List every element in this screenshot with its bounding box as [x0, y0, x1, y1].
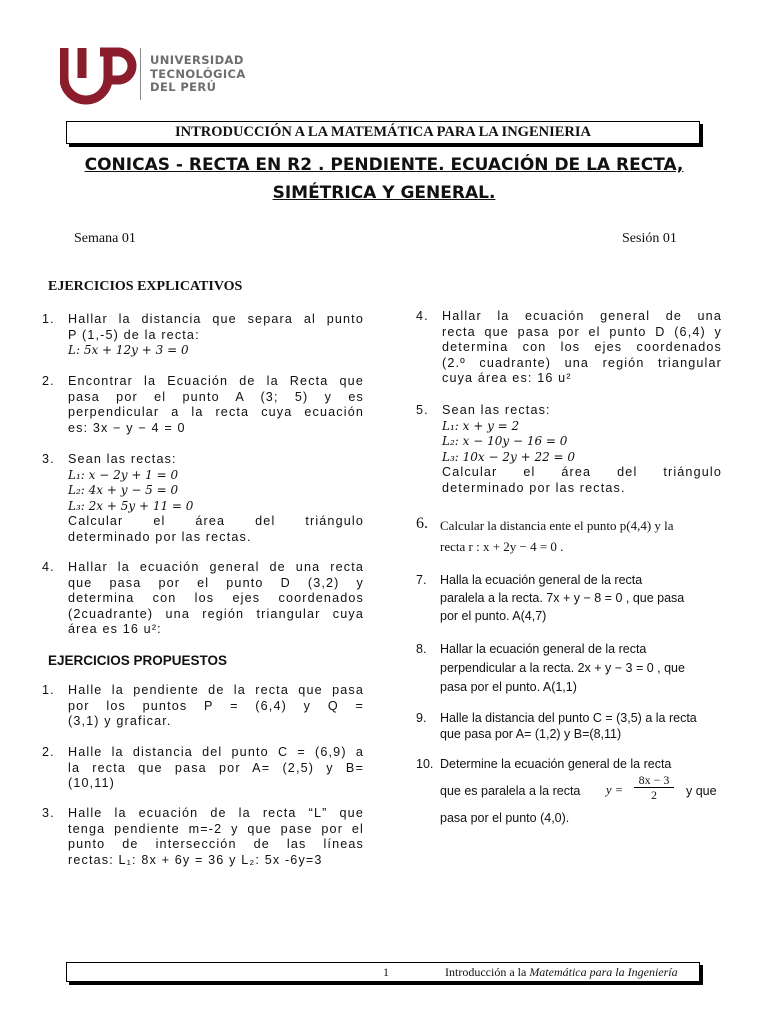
- exercise-line: Encontrar la Ecuación de la Recta que: [68, 374, 364, 388]
- footer-text: [445, 963, 678, 981]
- exercise-line: Hallar la ecuación general de una recta: [68, 560, 364, 574]
- exercise-line: paralela a la recta. 7x + y − 8 = 0 , que pasa: [440, 591, 685, 605]
- exercise-item: [42, 560, 364, 638]
- exercise-line: Halle la distancia del punto C = (6,9) a: [68, 745, 364, 759]
- exercise-number: 1.: [42, 683, 55, 697]
- exercise-line: perpendicular a la recta cuya ecuación: [68, 405, 364, 419]
- section-propuestos: EJERCICIOS PROPUESTOS: [48, 653, 228, 668]
- exercise-line: Calcular el área del triángulo: [442, 465, 722, 479]
- exercise-number: 2.: [42, 745, 55, 759]
- exercise-line: Halla la ecuación general de la recta: [440, 573, 643, 587]
- exercise-line: (10,11): [68, 776, 116, 790]
- exercise-line: que es paralela a la recta: [440, 784, 581, 798]
- exercise-line: determinado por las rectas.: [442, 480, 626, 495]
- exercise-line: tenga pendiente m=-2 y que pase por el: [68, 821, 364, 836]
- exercise-number: 10.: [416, 757, 434, 771]
- exercise-equation: L: 5x + 12y + 3 = 0: [68, 343, 189, 357]
- exercise-line: (2.º cuadrante) una región triangular: [442, 355, 722, 370]
- title-line: SIMÉTRICA Y GENERAL.: [272, 183, 496, 203]
- exercise-line: Sean las rectas:: [68, 452, 177, 466]
- exercise-line: determina con los ejes coordenados: [68, 591, 364, 605]
- semana-label: Semana 01: [74, 231, 136, 246]
- exercise-number: 8.: [416, 642, 427, 656]
- fraction: [634, 773, 674, 802]
- logo-line: UNIVERSIDAD: [150, 53, 244, 67]
- exercise-line: (3,1) y graficar.: [68, 714, 172, 728]
- section-explicativos: EJERCICIOS EXPLICATIVOS: [48, 279, 243, 294]
- exercise-number: 9.: [416, 711, 427, 725]
- exercise-line: Hallar la ecuación general de una: [442, 309, 722, 323]
- exercise-line: Halle la pendiente de la recta que pasa: [68, 683, 364, 697]
- exercise-equation: L₃: 2x + 5y + 11 = 0: [68, 498, 194, 513]
- exercise-item: [416, 403, 722, 496]
- logo-line: TECNOLÓGICA: [150, 66, 246, 81]
- exercise-equation: L₂: x − 10y − 16 = 0: [442, 434, 568, 448]
- footer-text-italic: Matemática para la Ingeniería: [529, 965, 678, 979]
- logo-divider: [140, 48, 141, 100]
- exercise-line: determinado por las rectas.: [68, 529, 252, 544]
- title-line: CONICAS - RECTA EN R2 . PENDIENTE. ECUACIÓN DE LA RECTA,: [84, 155, 684, 175]
- exercise-item: [416, 309, 722, 387]
- exercise-line: Sean las rectas:: [442, 403, 551, 417]
- exercise-line: Hallar la ecuación general de la recta: [440, 642, 647, 656]
- exercise-line: P (1,-5) de la recta:: [68, 327, 200, 342]
- exercise-number: 1.: [42, 312, 55, 326]
- fraction-denominator: 2: [651, 788, 657, 802]
- exercise-line: (2cuadrante) una región triangular cuya: [68, 606, 364, 621]
- exercise-number: 6.: [416, 515, 428, 532]
- exercise-line: perpendicular a la recta. 2x + y − 3 = 0 , que: [440, 661, 685, 675]
- exercise-item: [42, 745, 364, 792]
- exercise-item: [416, 640, 726, 697]
- exercise-item: [42, 452, 364, 545]
- exercise-line: y que: [686, 784, 717, 798]
- exercise-line: cuya área es: 16 u²: [442, 371, 572, 385]
- exercise-line: Halle la ecuación de la recta “L” que: [68, 806, 364, 820]
- exercise-item: [416, 756, 726, 830]
- exercise-number: 7.: [416, 573, 427, 587]
- utp-logo-mark: [60, 44, 140, 106]
- exercise-line: Calcular la distancia ente el punto p(4,4) y la: [440, 518, 674, 533]
- exercise-item: [416, 710, 726, 742]
- exercise-item: [416, 571, 726, 625]
- exercise-line: área es 16 u²:: [68, 622, 162, 636]
- exercise-line: que pasa por A= (1,2) y B=(8,11): [440, 727, 622, 741]
- course-title-box: [66, 121, 700, 144]
- exercise-line: punto de intersección de las líneas: [68, 837, 364, 851]
- exercise-item: [42, 374, 364, 436]
- exercise-line: Calcular el área del triángulo: [68, 514, 364, 528]
- exercise-line: por los puntos P = (6,4) y Q =: [68, 698, 364, 713]
- fraction-lhs: y =: [606, 783, 624, 797]
- exercise-line: que pasa por el punto D (3,2) y: [68, 575, 364, 590]
- logo-line: DEL PERÚ: [150, 80, 217, 94]
- exercise-number: 3.: [42, 452, 55, 466]
- exercise-equation: L₁: x + y = 2: [442, 418, 520, 433]
- exercise-item: [42, 312, 364, 359]
- sesion-label: Sesión 01: [622, 231, 677, 246]
- page-title: [60, 151, 708, 207]
- exercise-line: Halle la distancia del punto C = (3,5) a la recta: [440, 711, 697, 725]
- course-title: INTRODUCCIÓN A LA MATEMÁTICA PARA LA INGENIERIA: [175, 124, 591, 140]
- exercise-item: [416, 515, 726, 557]
- exercise-number: 5.: [416, 403, 429, 417]
- exercise-equation: L₃: 10x − 2y + 22 = 0: [442, 449, 576, 464]
- page-footer: [66, 962, 700, 982]
- exercise-item: [42, 806, 364, 868]
- exercise-number: 2.: [42, 374, 55, 388]
- exercise-line: Hallar la distancia que separa al punto: [68, 312, 364, 326]
- exercise-line: recta que pasa por el punto D (6,4) y: [442, 324, 722, 339]
- exercise-item: [42, 683, 364, 730]
- exercise-equation: L₂: 4x + y − 5 = 0: [68, 483, 179, 497]
- fraction-numerator: 8x − 3: [634, 773, 674, 788]
- footer-text-prefix: Introducción a la: [445, 965, 527, 979]
- exercise-number: 4.: [416, 309, 429, 323]
- exercise-line: determina con los ejes coordenados: [442, 340, 722, 354]
- exercise-line: recta r : x + 2y − 4 = 0 .: [440, 539, 564, 554]
- exercise-line: pasa por el punto A (3; 5) y es: [68, 389, 364, 404]
- exercise-line: es: 3x − y − 4 = 0: [68, 420, 186, 435]
- exercise-line: Determine la ecuación general de la recta: [440, 757, 672, 771]
- exercise-line: pasa por el punto. A(1,1): [440, 680, 577, 694]
- exercise-number: 3.: [42, 806, 55, 820]
- logo-wordmark: [150, 54, 246, 95]
- exercise-number: 4.: [42, 560, 55, 574]
- page-number: 1: [383, 965, 389, 979]
- exercise-line: la recta que pasa por A= (2,5) y B=: [68, 760, 364, 775]
- exercise-line: rectas: L₁: 8x + 6y = 36 y L₂: 5x -6y=3: [68, 852, 323, 867]
- exercise-equation: L₁: x − 2y + 1 = 0: [68, 467, 179, 482]
- exercise-line: pasa por el punto (4,0).: [440, 811, 570, 825]
- exercise-line: por el punto. A(4,7): [440, 609, 547, 623]
